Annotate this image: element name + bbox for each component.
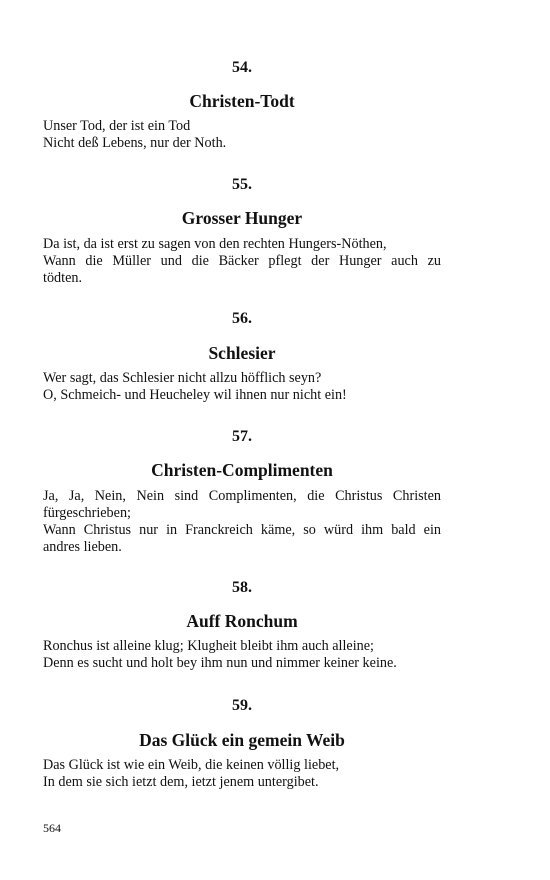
poem-number: 59. [232, 697, 252, 714]
poem-line: Nicht deß Lebens, nur der Noth. [43, 135, 227, 151]
poem-body [43, 118, 441, 152]
poem-number: 58. [232, 579, 252, 596]
page-number: 564 [43, 821, 61, 835]
poem-line: O, Schmeich- und Heucheley wil ihnen nur nicht ein! [43, 387, 347, 403]
poem-line: Ronchus ist alleine klug; Klugheit bleibt ihm auch alleine; [43, 638, 374, 654]
poem-line: Da ist, da ist erst zu sagen von den rechten Hungers-Nöthen, [43, 236, 387, 252]
poem-body [43, 638, 441, 672]
poem-number: 55. [232, 176, 252, 193]
poem-title: Christen-Todt [189, 91, 295, 111]
poem-line: Unser Tod, der ist ein Tod [43, 118, 191, 134]
poem-line: Wer sagt, das Schlesier nicht allzu höfflich seyn? [43, 370, 322, 386]
poem-line: In dem sie sich ietzt dem, ietzt jenem untergibet. [43, 774, 319, 790]
poem-number: 57. [232, 428, 252, 445]
poem-title: Schlesier [208, 343, 276, 363]
poem-line: Denn es sucht und holt bey ihm nun und nimmer keiner keine. [43, 655, 397, 671]
poem-body [43, 236, 441, 287]
poem-number: 54. [232, 59, 252, 76]
poem-line: Wann die Müller und die Bäcker pflegt der Hunger auch zu [43, 253, 441, 269]
poem-line: Das Glück ist wie ein Weib, die keinen völlig liebet, [43, 757, 340, 773]
poem-number: 56. [232, 310, 252, 327]
poem-title: Grosser Hunger [181, 208, 303, 228]
poem-title: Auff Ronchum [186, 611, 298, 631]
poem-body [43, 370, 441, 404]
poem-body [43, 488, 441, 556]
poem-line: Wann Christus nur in Franckreich käme, so würd ihm bald ein [43, 522, 441, 538]
poem-line: tödten. [43, 270, 83, 286]
poem-body [43, 757, 441, 791]
poem-line: Ja, Ja, Nein, Nein sind Complimenten, die Christus Christen [43, 488, 441, 504]
poem-title: Christen-Complimenten [151, 460, 333, 480]
poem-line: andres lieben. [43, 539, 122, 555]
poem-line: fürgeschrieben; [43, 505, 131, 521]
poem-title: Das Glück ein gemein Weib [139, 730, 345, 750]
